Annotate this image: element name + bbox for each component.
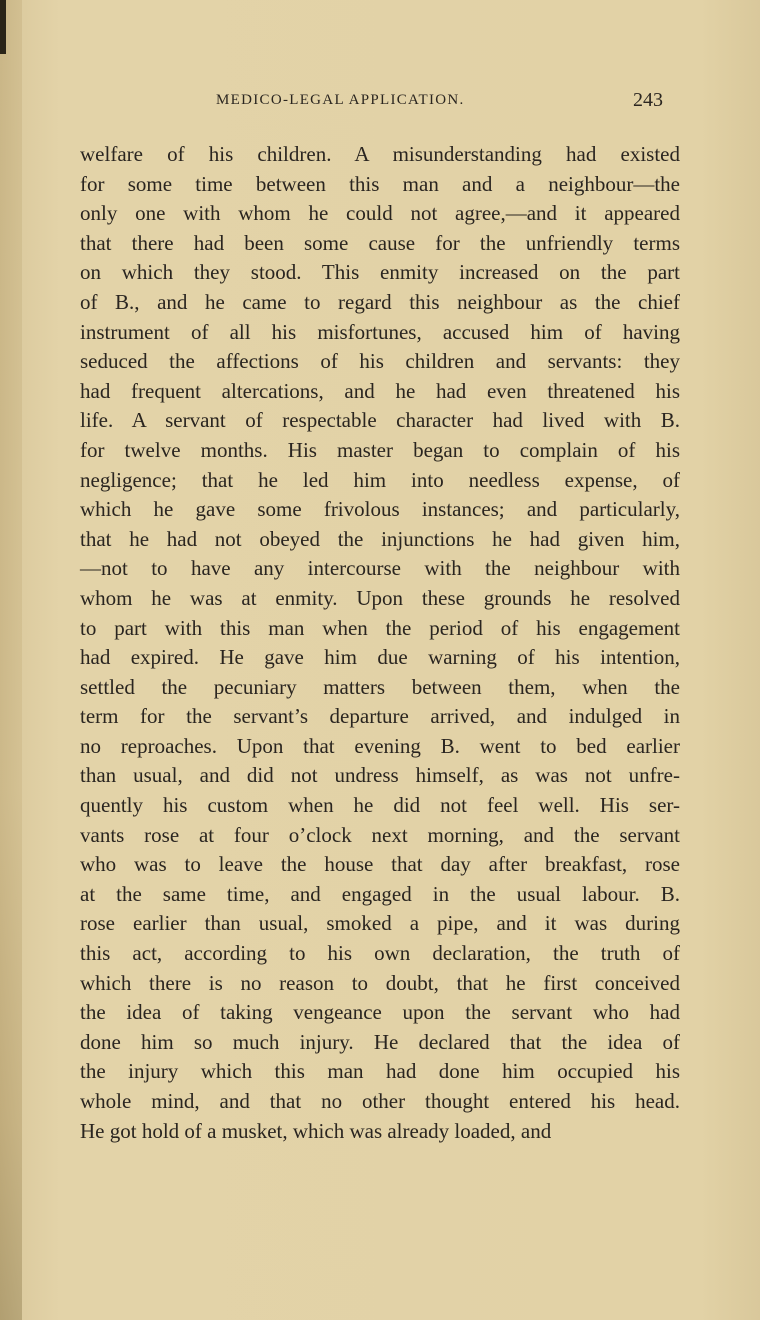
text-line: that he had not obeyed the injunctions he had given him, [80, 526, 680, 551]
text-line: instrument of all his misfortunes, accused him of having [80, 319, 680, 344]
text-line: vants rose at four o’clock next morning, and the servant [80, 822, 680, 847]
text-line: quently his custom when he did not feel well. His ser- [80, 793, 680, 818]
text-line: —not to have any intercourse with the neighbour with [80, 556, 680, 581]
text-line: to part with this man when the period of his engagement [80, 615, 680, 640]
text-line: who was to leave the house that day after breakfast, rose [80, 852, 680, 877]
scan-edge-mark [0, 0, 6, 54]
text-line: had frequent altercations, and he had even threatened his [80, 378, 680, 403]
page-gutter-shadow [0, 0, 22, 1320]
text-line: seduced the affections of his children and servants: they [80, 349, 680, 374]
text-line: life. A servant of respectable character had lived with B. [80, 408, 680, 433]
text-line: welfare of his children. A misunderstanding had existed [80, 142, 680, 166]
text-line: done him so much injury. He declared that the idea of [80, 1029, 680, 1054]
text-line: term for the servant’s departure arrived, and indulged in [80, 704, 680, 729]
text-line: whole mind, and that no other thought entered his head. [80, 1089, 680, 1113]
text-line: for some time between this man and a neighbour—the [80, 171, 680, 196]
text-line: at the same time, and engaged in the usual labour. B. [80, 881, 680, 906]
page-header [0, 89, 760, 122]
text-line: of B., and he came to regard this neighbour as the chief [80, 289, 680, 314]
text-line: that there had been some cause for the unfriendly terms [80, 230, 680, 255]
running-title: MEDICO-LEGAL APPLICATION. [216, 92, 465, 108]
text-line: the idea of taking vengeance upon the servant who had [80, 1000, 680, 1025]
text-line: negligence; that he led him into needless expense, of [80, 467, 680, 492]
text-line: the injury which this man had done him occupied his [80, 1059, 680, 1084]
text-line: on which they stood. This enmity increased on the part [80, 260, 680, 285]
text-line: had expired. He gave him due warning of his intention, [80, 645, 680, 670]
text-line: whom he was at enmity. Upon these grounds he resolved [80, 585, 680, 610]
text-line: which he gave some frivolous instances; and particularly, [80, 497, 680, 522]
text-line: which there is no reason to doubt, that he first conceived [80, 970, 680, 995]
text-line: for twelve months. His master began to complain of his [80, 437, 680, 462]
text-line: rose earlier than usual, smoked a pipe, and it was during [80, 911, 680, 936]
text-line: than usual, and did not undress himself, as was not unfre- [80, 763, 680, 788]
body-text [80, 140, 680, 1146]
text-line: only one with whom he could not agree,—and it appeared [80, 201, 680, 226]
text-line: no reproaches. Upon that evening B. went to bed earlier [80, 733, 680, 758]
text-line: this act, according to his own declaration, the truth of [80, 941, 680, 966]
text-line: He got hold of a musket, which was already loaded, and [80, 1118, 552, 1143]
page-number: 243 [633, 89, 663, 111]
text-line: settled the pecuniary matters between them, when the [80, 674, 680, 699]
